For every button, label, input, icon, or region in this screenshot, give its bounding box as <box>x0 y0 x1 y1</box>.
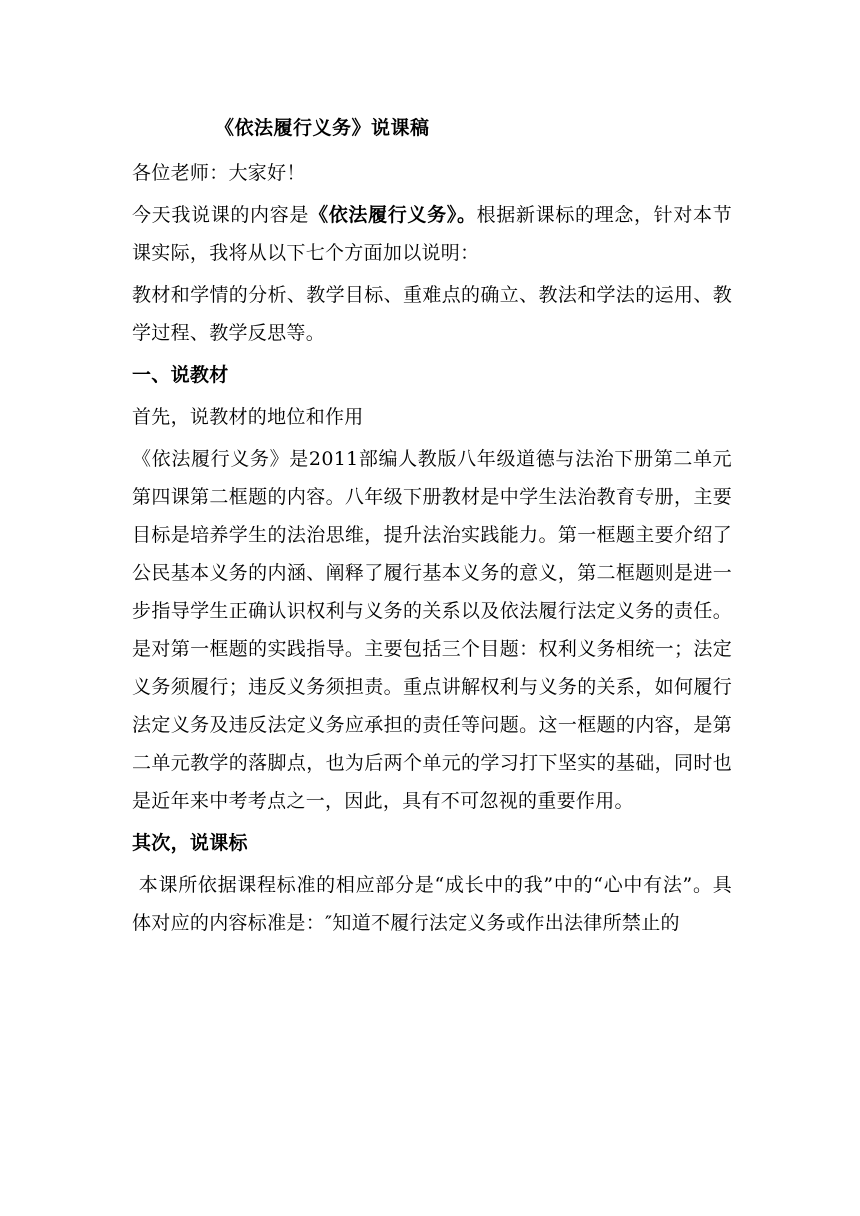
intro-bold-title: 《依法履行义务》。 <box>309 204 477 226</box>
aspects-paragraph: 教材和学情的分析、教学目标、重难点的确立、教法和学法的运用、教学过程、教学反思等。 <box>132 284 732 344</box>
textbook-paragraph: 《依法履行义务》是2011部编人教版八年级道德与法治下册第二单元第四课第二框题的内容。八年级下册教材是中学生法治教育专册，主要目标是培养学生的法治思维，提升法治实践能力。第一框题主要介绍了公民基本义务的内涵、阐释了履行基本义务的意义，第二框题则是进一步指导学生正确认识权利与义务的关系以及依法履行法定义务的责任。是对第一框题的实践指导。主要包括三个目题：权利义务相统一；法定义务须履行；违反义务须担责。重点讲解权利与义务的关系，如何履行法定义务及违反法定义务应承担的责任等问题。这一框题的内容，是第二单元教学的落脚点，也为后两个单元的学习打下坚实的基础，同时也是近年来中考考点之一，因此，具有不可忽视的重要作用。 <box>132 448 732 812</box>
document-body <box>132 154 732 942</box>
intro-suffix: 根据新课标的理念，针对本节课实际，我将从以下七个方面加以说明： <box>132 204 733 264</box>
subsection-heading-standard: 其次，说课标 <box>132 832 248 854</box>
greeting-paragraph: 各位老师：大家好！ <box>132 162 306 184</box>
subsection-heading-position: 首先，说教材的地位和作用 <box>132 406 364 428</box>
standard-paragraph: 本课所依据课程标准的相应部分是“成长中的我”中的“心中有法”。具体对应的内容标准是：″知道不履行法定义务或作出法律所禁止的 <box>132 874 732 934</box>
section-heading-textbook: 一、说教材 <box>132 364 229 386</box>
intro-paragraph <box>132 196 732 272</box>
document-title: 《依法履行义务》说课稿 <box>215 117 430 139</box>
intro-prefix: 今天我说课的内容是 <box>132 204 310 226</box>
